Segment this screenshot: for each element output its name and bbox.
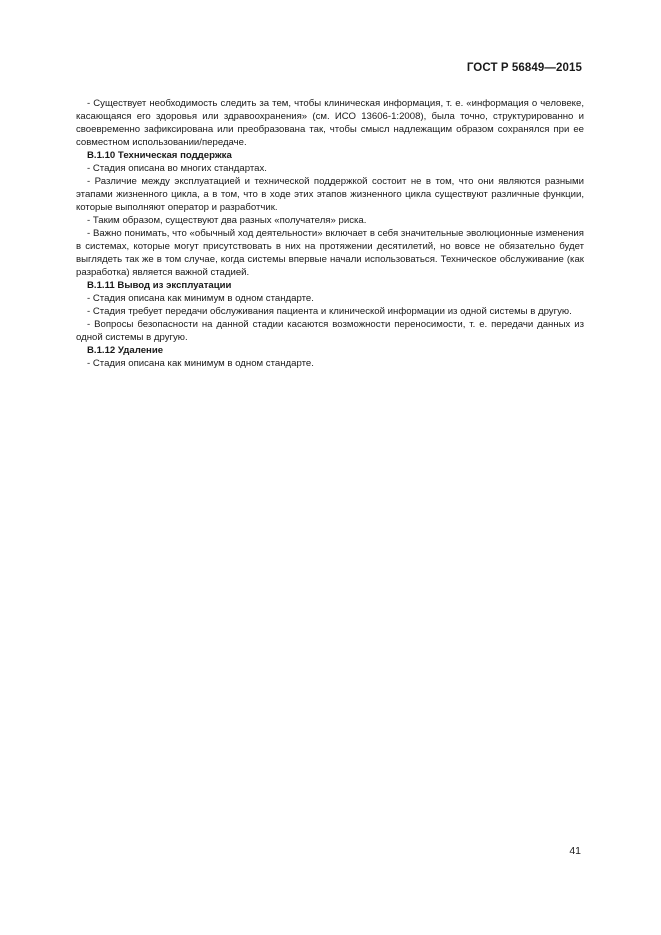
section-heading-b112: В.1.12 Удаление [87,345,164,356]
document-id-header: ГОСТ Р 56849—2015 [466,62,582,74]
section-heading-b111: В.1.11 Вывод из эксплуатации [87,280,232,291]
document-body [76,97,584,370]
paragraph-b110-1: - Стадия описана во многих стандартах. [87,163,267,174]
paragraph-b110-3: - Таким образом, существуют два разных «получателя» риска. [87,215,367,226]
paragraph-b111-1: - Стадия описана как минимум в одном стандарте. [87,293,314,304]
paragraph-b111-2: - Стадия требует передачи обслуживания пациента и клинической информации из одной системы в другую. [87,306,572,317]
paragraph-clinical-info: - Существует необходимость следить за тем, чтобы клиническая информация, т. е. «информация о человеке, касающаяся его здоровья или здравоохранения» (см. ИСО 13606-1:2008), была точно, структурированно и своевременно зафиксирована или преобразована так, чтобы смысл надлежащим образом сохранялся при ее совместном использовании/передаче. [76,98,584,148]
page-number: 41 [569,845,581,857]
section-heading-b110: В.1.10 Техническая поддержка [87,150,232,161]
paragraph-b111-3: - Вопросы безопасности на данной стадии касаются возможности переносимости, т. е. передачи данных из одной системы в другую. [76,319,584,343]
paragraph-b110-4: - Важно понимать, что «обычный ход деятельности» включает в себя значительные эволюционные изменения в системах, которые могут присутствовать в них на протяжении десятилетий, но вовсе не обязательно будет выглядеть так же в том случае, когда системы впервые начали использоваться. Техническое обслуживание (как разработка) является важной стадией. [76,228,584,278]
paragraph-b112-1: - Стадия описана как минимум в одном стандарте. [87,358,314,369]
paragraph-b110-2: - Различие между эксплуатацией и технической поддержкой состоит не в том, что они являются разными этапами жизненного цикла, а в том, что в ходе этих этапов жизненного цикла существуют различные функции, которые выполняют оператор и разработчик. [76,176,584,213]
